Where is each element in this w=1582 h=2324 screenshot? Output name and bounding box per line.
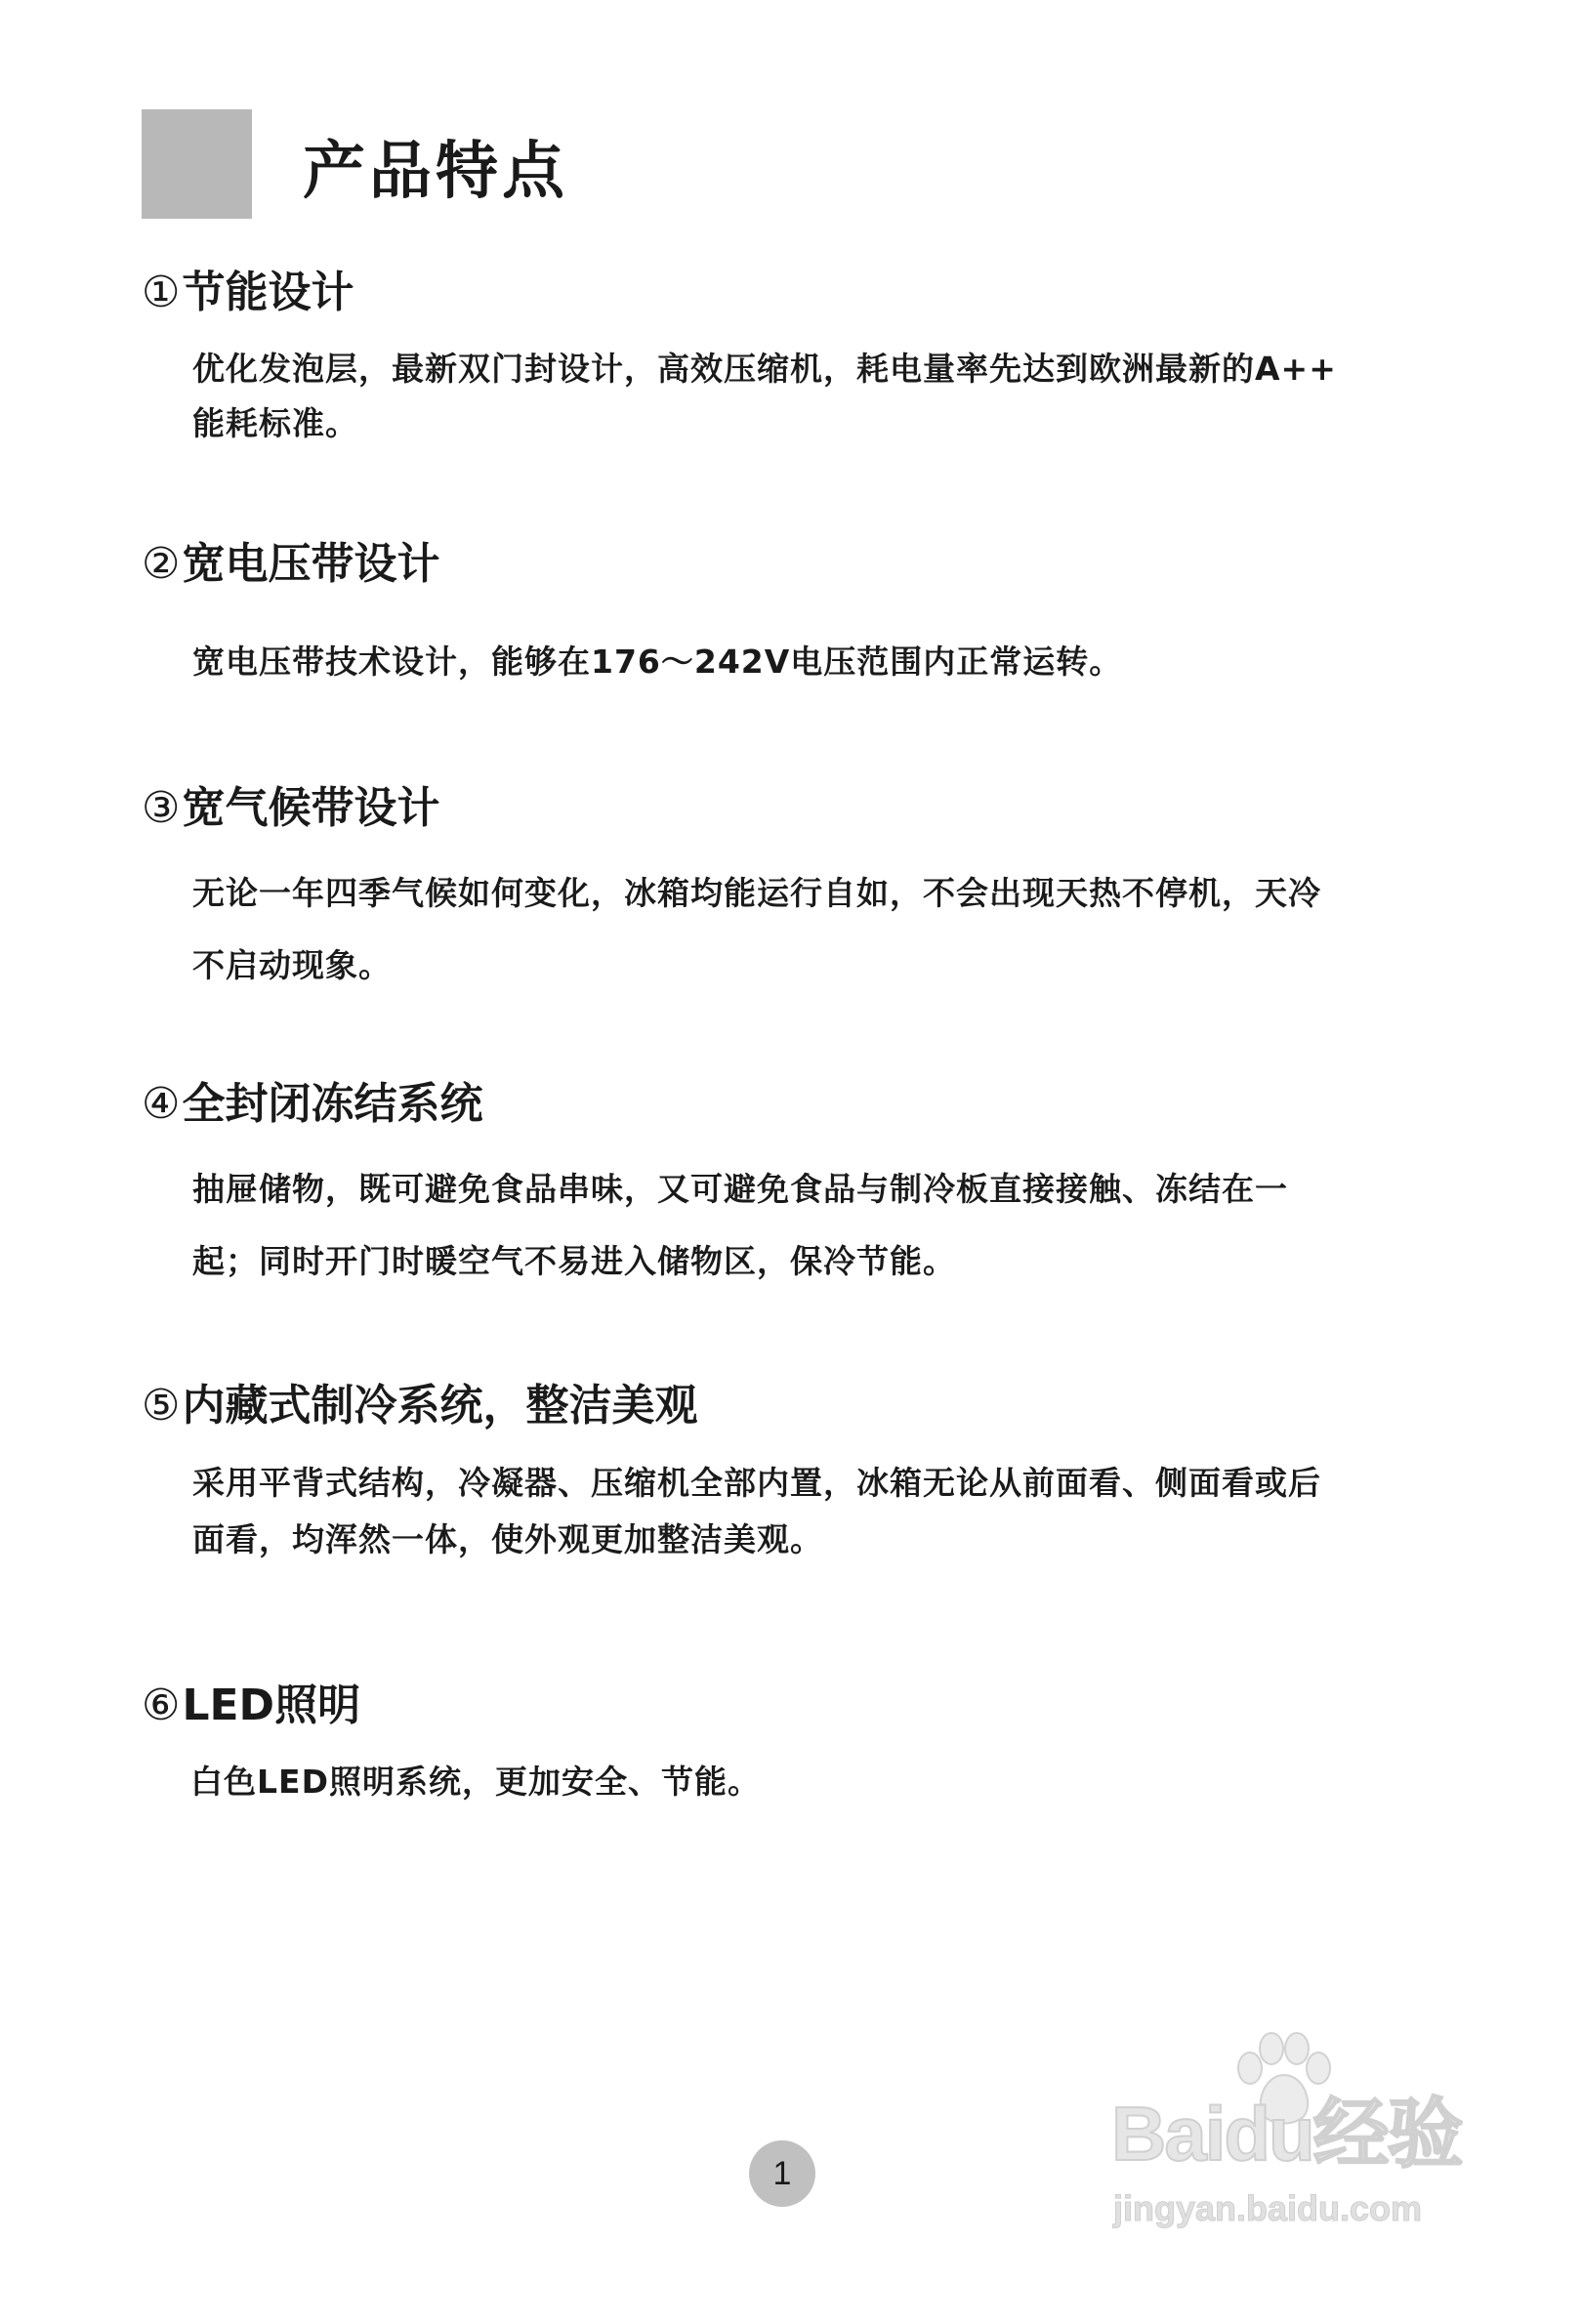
section-title: 内藏式制冷系统，整洁美观: [182, 1381, 698, 1431]
body-line: 不启动现象。: [192, 946, 392, 984]
section-body: [192, 857, 1440, 1002]
body-line: 起；同时开门时暖空气不易进入储物区，保冷节能。: [192, 1242, 956, 1280]
body-line: 白色LED照明系统，更加安全、节能。: [190, 1763, 761, 1801]
body-line: 面看，均浑然一体，使外观更加整洁美观。: [192, 1520, 823, 1558]
page-number: 1: [749, 2140, 815, 2207]
section-number: ③: [142, 783, 181, 833]
body-line: 能耗标准。: [192, 404, 358, 442]
title-decoration-block: [142, 109, 252, 219]
section-body: [192, 1455, 1440, 1568]
section-heading: [142, 1377, 1440, 1435]
feature-section-led-lighting: [142, 1677, 1440, 1809]
section-number: ①: [142, 268, 181, 317]
section-heading: [142, 1075, 1440, 1134]
watermark-url: jingyan.baidu.com: [1113, 2188, 1423, 2228]
watermark-logo-text: Baidu经验: [1111, 2091, 1462, 2177]
section-title: 宽电压带设计: [182, 539, 440, 589]
section-number: ②: [142, 539, 181, 589]
section-title: 全封闭冻结系统: [182, 1079, 483, 1129]
section-heading: [142, 1677, 1440, 1735]
feature-section-energy-saving: [142, 264, 1440, 451]
section-title: 节能设计: [182, 268, 354, 317]
feature-section-wide-voltage: [142, 535, 1440, 689]
baidu-watermark: [1111, 2031, 1482, 2246]
body-line: 采用平背式结构，冷凝器、压缩机全部内置，冰箱无论从前面看、侧面看或后: [192, 1464, 1321, 1502]
section-title: 宽气候带设计: [182, 783, 440, 833]
body-line: 抽屉储物，既可避免食品串味，又可避免食品与制冷板直接接触、冻结在一: [192, 1170, 1288, 1208]
section-title: LED照明: [182, 1681, 361, 1730]
section-body: [192, 1153, 1440, 1298]
section-body: [192, 342, 1440, 451]
section-heading: [142, 264, 1440, 322]
body-line: 无论一年四季气候如何变化，冰箱均能运行自如，不会出现天热不停机，天冷: [192, 874, 1321, 912]
body-line: 优化发泡层，最新双门封设计，高效压缩机，耗电量率先达到欧洲最新的A++: [192, 350, 1337, 388]
feature-section-wide-climate: [142, 779, 1440, 1002]
section-heading: [142, 779, 1440, 838]
section-number: ⑤: [142, 1381, 181, 1431]
page-title: 产品特点: [303, 136, 568, 208]
section-heading: [142, 535, 1440, 594]
feature-section-sealed-freezing: [142, 1075, 1440, 1298]
body-line: 宽电压带技术设计，能够在176～242V电压范围内正常运转。: [192, 643, 1123, 681]
section-body: [190, 1755, 1440, 1809]
feature-section-built-in-cooling: [142, 1377, 1440, 1568]
section-number: ④: [142, 1079, 181, 1129]
section-number: ⑥: [142, 1681, 181, 1730]
section-body: [192, 635, 1440, 689]
